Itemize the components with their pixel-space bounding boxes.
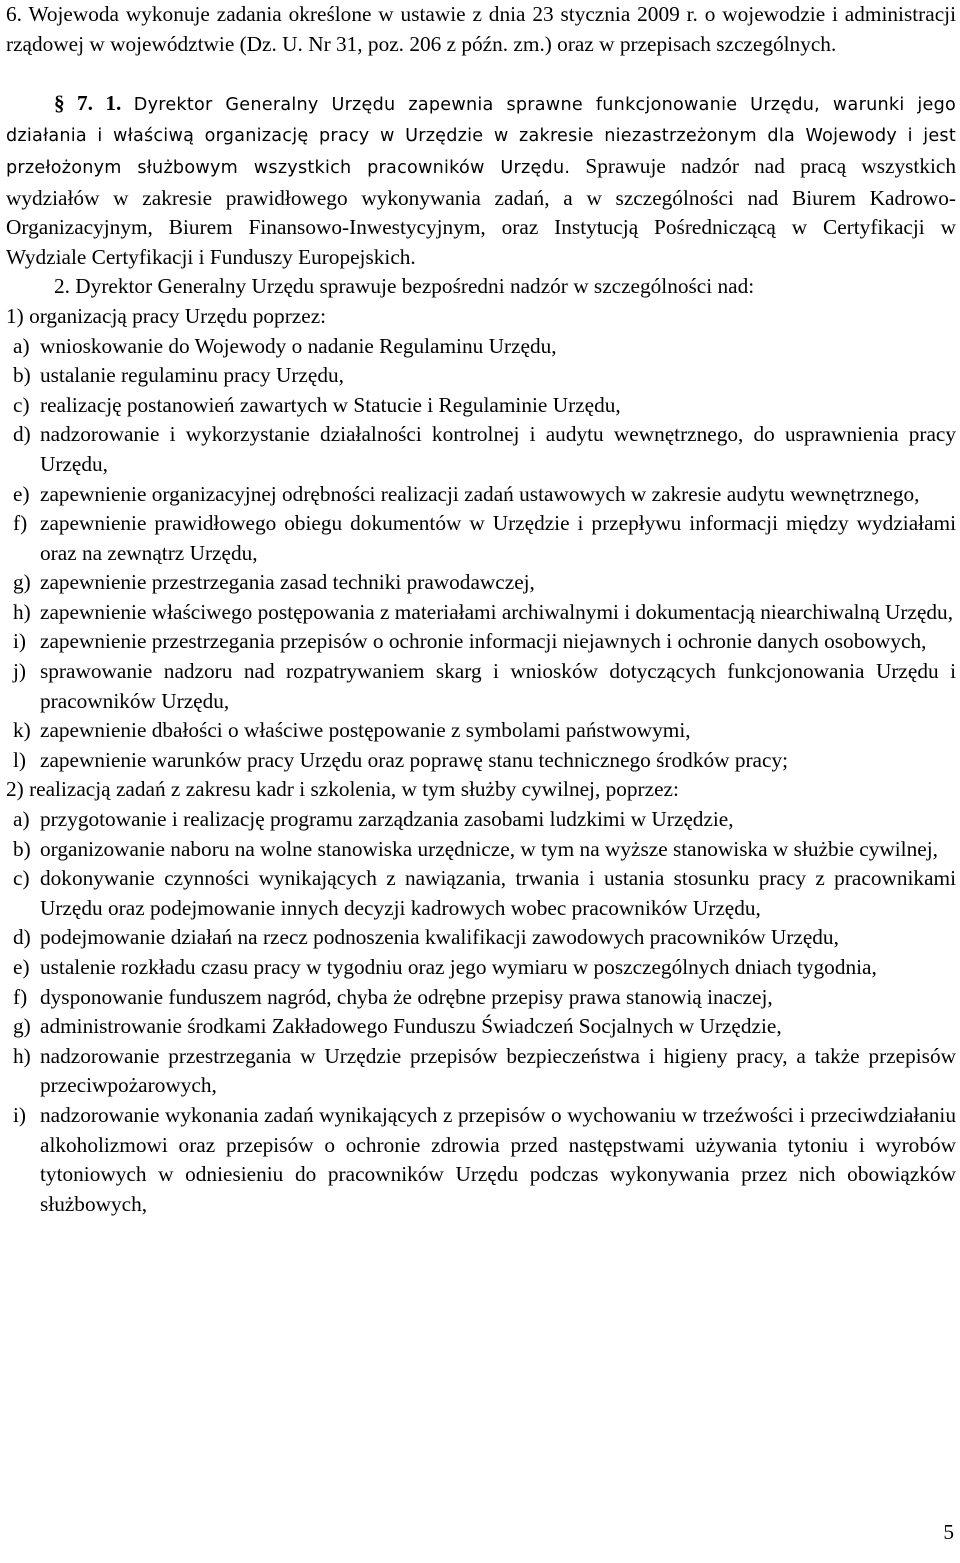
point-2: 2) realizacją zadań z zakresu kadr i szkolenia, w tym służby cywilnej, poprzez:	[6, 777, 679, 802]
list-item	[13, 983, 956, 1013]
list-item-text: wnioskowanie do Wojewody o nadanie Regulaminu Urzędu,	[40, 333, 557, 358]
list-item	[13, 480, 956, 510]
list-item-label: f)	[13, 511, 28, 536]
list-item	[13, 716, 956, 746]
point-1: 1) organizacją pracy Urzędu poprzez:	[6, 303, 327, 328]
list-item-text: nadzorowanie i wykorzystanie działalności kontrolnej i audytu wewnętrznego, do usprawnienia pracy Urzędu,	[40, 422, 956, 476]
paragraph-6: 6. Wojewoda wykonuje zadania określone w ustawie z dnia 23 stycznia 2009 r. o wojewodzie i administracji rządowej w województwie (Dz. U. Nr 31, poz. 206 z późn. zm.) oraz w przepisach szczególnych.	[6, 2, 956, 56]
section-7-number: § 7.	[54, 90, 94, 115]
list-item-text: zapewnienie przestrzegania zasad techniki prawodawczej,	[40, 570, 535, 595]
list-item	[13, 923, 956, 953]
list-item-label: d)	[13, 422, 31, 447]
list-item	[13, 1042, 956, 1101]
list-item-label: k)	[13, 718, 31, 743]
list-item	[13, 391, 956, 421]
list-item-label: i)	[13, 629, 27, 654]
list-item-text: dokonywanie czynności wynikających z nawiązania, trwania i ustania stosunku pracy z pracownikami Urzędu oraz podejmowanie innych decyzji kadrowych wobec pracowników Urzędu,	[40, 866, 956, 920]
list-item-label: j)	[13, 659, 27, 684]
list-item-label: e)	[13, 481, 30, 506]
list-item	[13, 627, 956, 657]
list-item-text: zapewnienie organizacyjnej odrębności realizacji zadań ustawowych w zakresie audytu wewnętrznego,	[40, 481, 920, 506]
paragraph-spacer	[6, 59, 956, 89]
point-1-list	[6, 332, 956, 776]
section-7-paragraph-1	[6, 89, 956, 273]
list-item-text: organizowanie naboru na wolne stanowiska urzędnicze, w tym na wyższe stanowiska w służbie cywilnej,	[40, 836, 938, 861]
list-item	[13, 805, 956, 835]
list-item-text: zapewnienie prawidłowego obiegu dokumentów w Urzędzie i przepływu informacji między wydziałami oraz na zewnątrz Urzędu,	[40, 511, 956, 565]
point-2-list	[6, 805, 956, 1219]
document-page	[6, 0, 956, 1219]
list-item-text: zapewnienie właściwego postępowania z materiałami archiwalnymi i dokumentacją niearchiwalną Urzędu,	[40, 599, 954, 624]
paragraph-1-rest: Sprawuje nadzór nad pracą wszystkich wydziałów w zakresie prawidłowego wykonywania zadań, a w szczególności nad Biurem Kadrowo-Organizacyjnym, Biurem Finansowo-Inwestycyjnym, oraz Instytucją Pośredniczącą w Certyfikacji w Wydziale Certyfikacji i Funduszy Europejskich.	[6, 153, 956, 269]
list-item-label: h)	[13, 599, 31, 624]
list-item-text: zapewnienie warunków pracy Urzędu oraz poprawę stanu technicznego środków pracy;	[40, 747, 789, 772]
list-item-label: g)	[13, 570, 31, 595]
page-number: 5	[943, 1520, 954, 1544]
list-item-label: c)	[13, 392, 30, 417]
list-item	[13, 361, 956, 391]
list-item	[13, 568, 956, 598]
list-item-label: f)	[13, 984, 28, 1009]
paragraph-1-number: 1.	[105, 90, 122, 115]
list-item-text: zapewnienie przestrzegania przepisów o ochronie informacji niejawnych i ochronie danych osobowych,	[40, 629, 927, 654]
list-item-text: administrowanie środkami Zakładowego Funduszu Świadczeń Socjalnych w Urzędzie,	[40, 1014, 782, 1039]
list-item-label: l)	[13, 747, 27, 772]
list-item-label: b)	[13, 363, 31, 388]
list-item	[13, 657, 956, 716]
list-item-text: nadzorowanie przestrzegania w Urzędzie przepisów bezpieczeństwa i higieny pracy, a także przepisów przeciwpożarowych,	[40, 1043, 956, 1098]
section-7-paragraph-2: 2. Dyrektor Generalny Urzędu sprawuje bezpośredni nadzór w szczególności nad:	[54, 274, 755, 299]
list-item-label: c)	[13, 866, 30, 891]
list-item-text: przygotowanie i realizację programu zarządzania zasobami ludzkimi w Urzędzie,	[40, 807, 734, 832]
list-item-label: e)	[13, 955, 30, 979]
list-item-label: d)	[13, 925, 31, 950]
list-item	[13, 746, 956, 776]
list-item-text: dysponowanie funduszem nagród, chyba że odrębne przepisy prawa stanowią inaczej,	[40, 984, 773, 1009]
list-item-text: ustalenie rozkładu czasu pracy w tygodniu oraz jego wymiaru w poszczególnych dniach tygodnia,	[40, 955, 877, 979]
list-item	[13, 598, 956, 628]
list-item-label: a)	[13, 333, 30, 358]
list-item-text: ustalanie regulaminu pracy Urzędu,	[40, 363, 344, 388]
paragraph-1-lead: Dyrektor Generalny Urzędu zapewnia sprawne funkcjonowanie Urzędu, warunki jego działania i właściwą organizację pracy w Urzędzie w zakresie niezastrzeżonym dla Wojewody i jest przełożonym służbowym wszystkich pracowników Urzędu.	[6, 94, 956, 178]
list-item	[13, 953, 956, 983]
list-item	[13, 864, 956, 923]
list-item	[13, 332, 956, 362]
list-item-text: podejmowanie działań na rzecz podnoszenia kwalifikacji zawodowych pracowników Urzędu,	[40, 925, 839, 950]
list-item-label: b)	[13, 836, 31, 861]
list-item-text: zapewnienie dbałości o właściwe postępowanie z symbolami państwowymi,	[40, 718, 691, 743]
list-item	[13, 1101, 956, 1219]
list-item	[13, 509, 956, 568]
list-item	[13, 835, 956, 865]
list-item-label: a)	[13, 807, 30, 832]
list-item-label: g)	[13, 1014, 31, 1039]
list-item	[13, 420, 956, 479]
list-item-text: nadzorowanie wykonania zadań wynikających z przepisów o wychowaniu w trzeźwości i przeciwdziałaniu alkoholizmowi oraz przepisów o ochronie zdrowia przed następstwami używania tytoniu i wyrobów tytoniowych w odniesieniu do pracowników Urzędu podczas wykonywania przez nich obowiązków służbowych,	[40, 1102, 956, 1216]
list-item	[13, 1012, 956, 1042]
list-item-label: h)	[13, 1043, 31, 1068]
list-item-label: i)	[13, 1102, 27, 1127]
list-item-text: sprawowanie nadzoru nad rozpatrywaniem skarg i wniosków dotyczących funkcjonowania Urzędu i pracowników Urzędu,	[40, 659, 956, 713]
list-item-text: realizację postanowień zawartych w Statucie i Regulaminie Urzędu,	[40, 392, 621, 417]
